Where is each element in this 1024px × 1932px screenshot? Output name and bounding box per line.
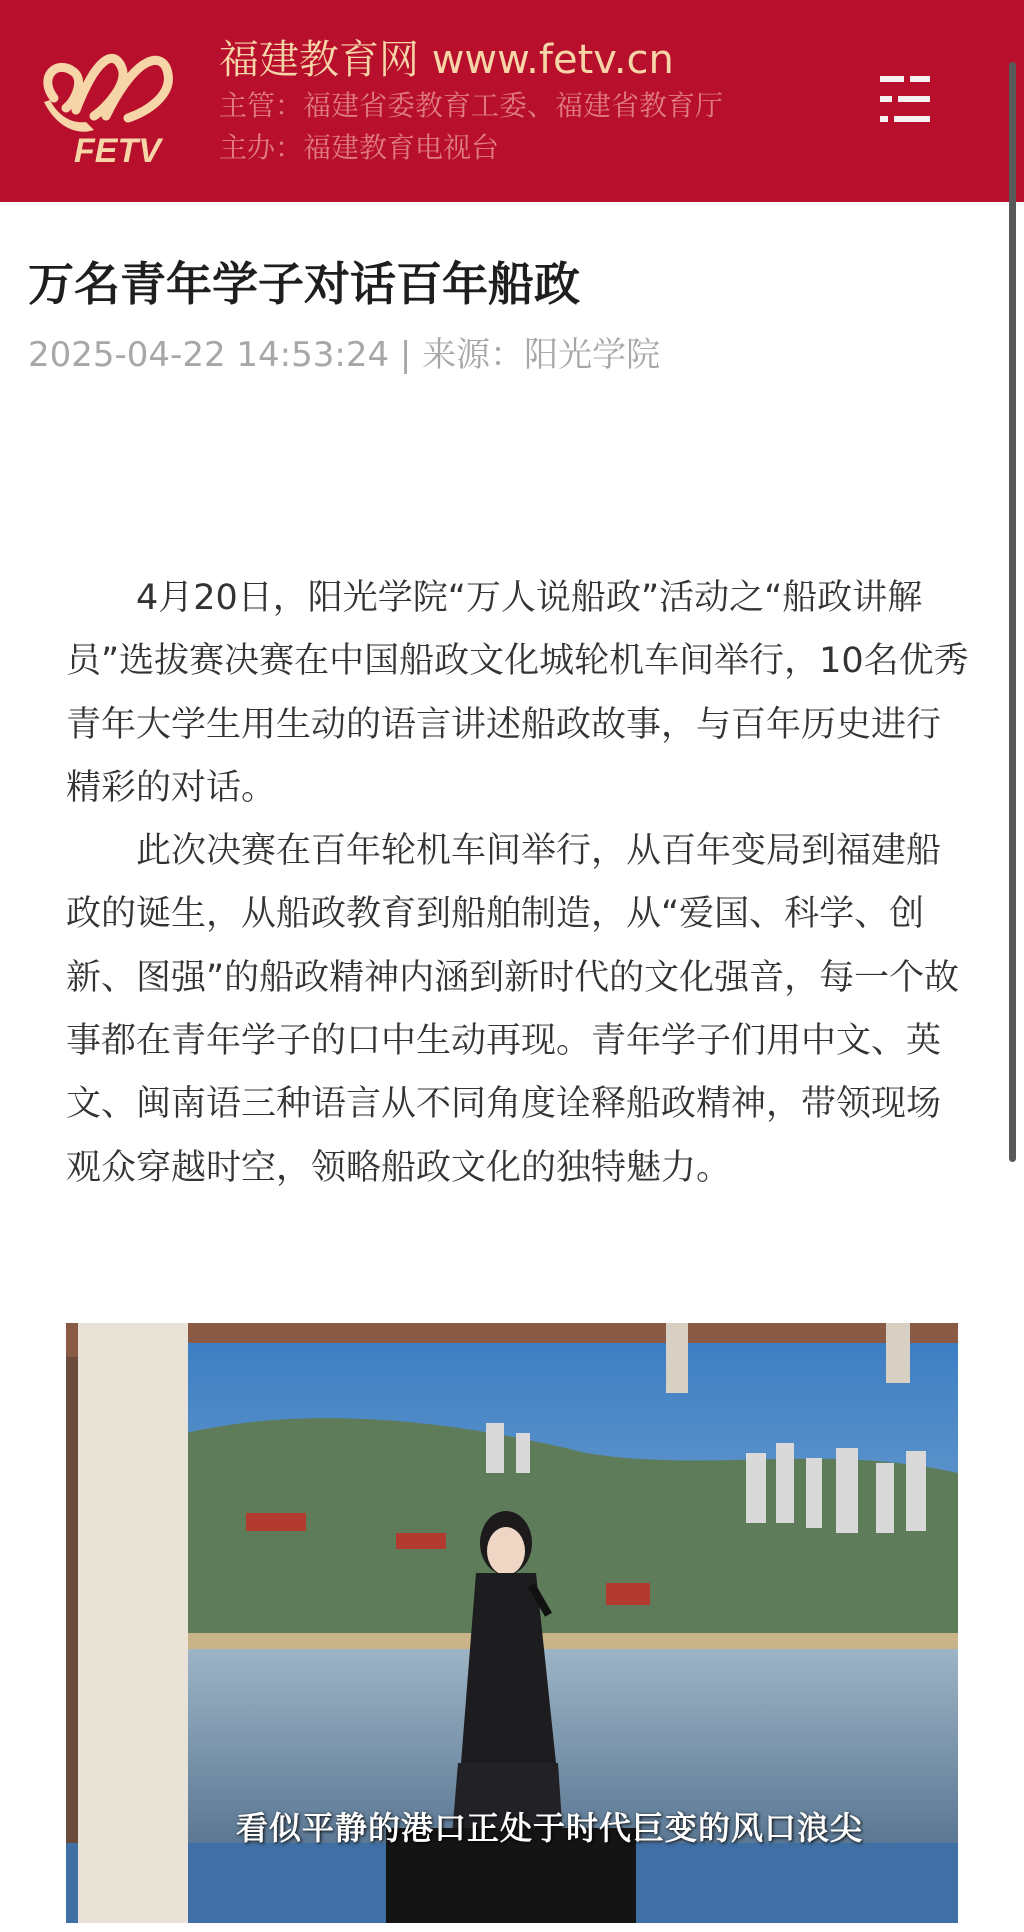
site-header: [0, 0, 1024, 202]
site-organizer: 主办：福建教育电视台: [219, 131, 500, 164]
fetv-logo-icon: [36, 38, 196, 164]
logo-text: FETV: [74, 132, 161, 164]
photo-subtitle-overlay: 看似平静的港口正处于时代巨变的风口浪尖: [236, 1809, 864, 1847]
site-supervisor: 主管：福建省委教育工委、福建省教育厅: [219, 89, 724, 122]
article-photo[interactable]: [66, 1323, 958, 1923]
article-meta: 2025-04-22 14:53:24 | 来源：阳光学院: [28, 335, 661, 375]
page-scrollbar[interactable]: [1009, 62, 1016, 1162]
article-title: 万名青年学子对话百年船政: [28, 257, 580, 311]
fetv-logo[interactable]: [36, 38, 196, 164]
hamburger-menu-icon: [870, 68, 938, 132]
article-paragraph: 4月20日，阳光学院“万人说船政”活动之“船政讲解员”选拔赛决赛在中国船政文化城轮机车间举行，10名优秀青年大学生用生动的语言讲述船政故事，与百年历史进行精彩的对话。: [66, 578, 969, 808]
article-body: [66, 567, 970, 1200]
menu-button[interactable]: [870, 68, 938, 132]
article-paragraph: 此次决赛在百年轮机车间举行，从百年变局到福建船政的诞生，从船政教育到船舶制造，从“爱国、科学、创新、图强”的船政精神内涵到新时代的文化强音，每一个故事都在青年学子的口中生动再现。青年学子们用中文、英文、闽南语三种语言从不同角度诠释船政精神，带领现场观众穿越时空，领略船政文化的独特魅力。: [66, 831, 960, 1188]
site-name[interactable]: 福建教育网 www.fetv.cn: [219, 37, 674, 83]
